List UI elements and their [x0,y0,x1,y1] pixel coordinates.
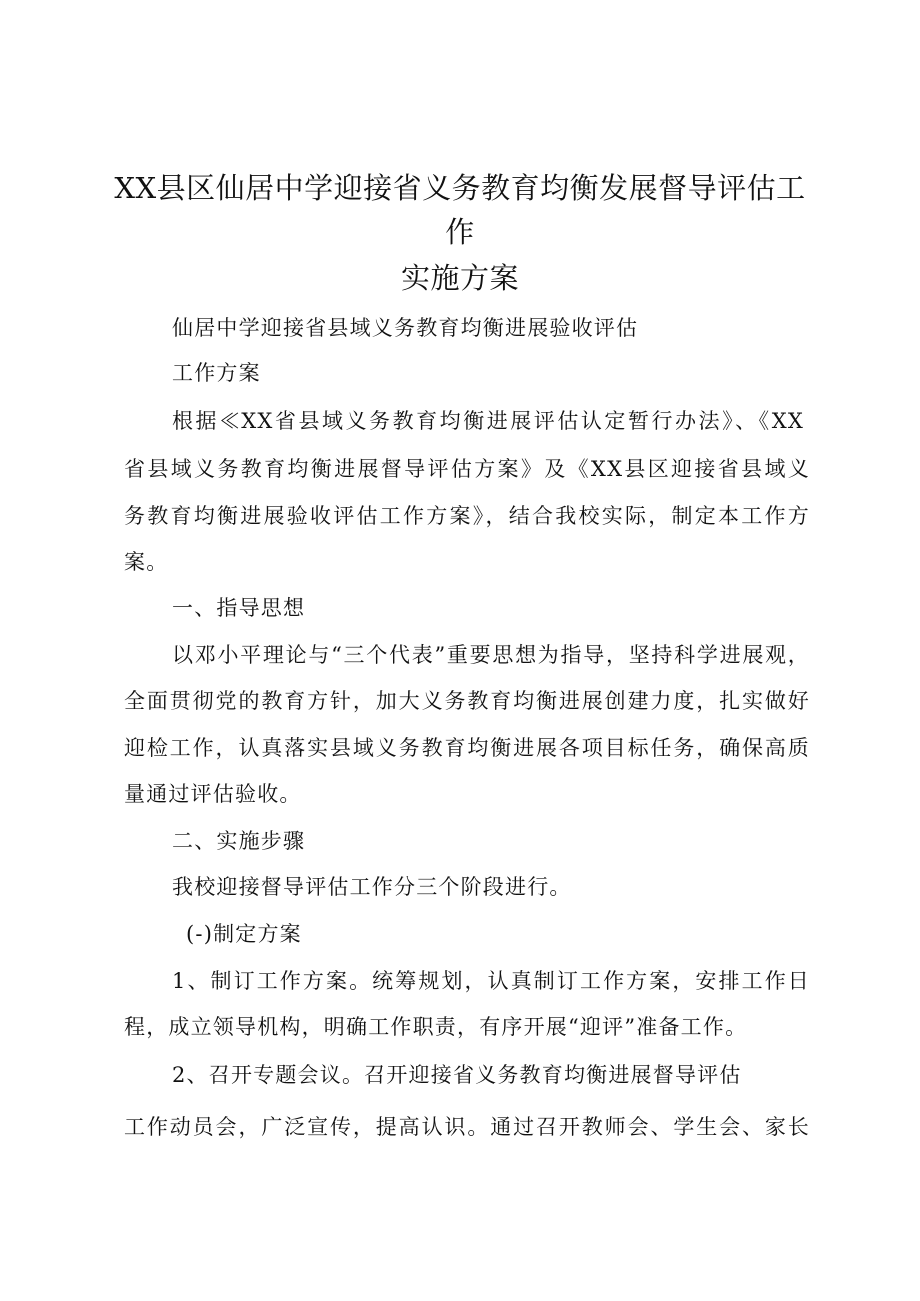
intro-line-2: 省县域义务教育均衡进展督导评估方案》及《XX县区迎接省县域义 [124,457,810,481]
subtitle-line-1: 仙居中学迎接省县域义务教育均衡进展验收评估 [172,316,639,340]
section-2-intro: 我校迎接督导评估工作分三个阶段进行。 [172,875,572,899]
section-1-heading: 一、指导思想 [172,596,306,620]
item-2-line-2: 工作动员会，广泛宣传，提高认识。通过召开教师会、学生会、家长 [124,1115,810,1139]
document-title-line-1: XX县区仙居中学迎接省义务教育均衡发展督导评估工 [114,171,806,205]
section-1-line-1: 以邓小平理论与“三个代表”重要思想为指导，坚持科学进展观， [172,643,810,667]
item-1-line-2: 程，成立领导机构，明确工作职责，有序开展“迎评”准备工作。 [124,1015,748,1039]
section-2-subheading-1: (-)制定方案 [186,922,302,946]
section-1-line-4: 量通过评估验收。 [124,782,302,806]
document-title-line-2: 作 [445,215,475,249]
section-1-line-2: 全面贯彻党的教育方针，加大义务教育均衡进展创建力度，扎实做好 [124,689,810,713]
intro-line-4: 案。 [124,550,169,574]
subtitle-line-2: 工作方案 [172,361,261,385]
intro-line-3: 务教育均衡进展验收评估工作方案》，结合我校实际，制定本工作方 [124,504,810,528]
intro-line-1: 根据≪XX省县域义务教育均衡进展评估认定暂行办法》、《XX [172,409,804,433]
item-2-line-1: 2、召开专题会议。召开迎接省义务教育均衡进展督导评估 [172,1063,742,1087]
section-2-heading: 二、实施步骤 [172,829,306,853]
document-title-line-3: 实施方案 [400,261,519,295]
item-1-line-1: 1、制订工作方案。统筹规划，认真制订工作方案，安排工作日 [172,969,810,993]
section-1-line-3: 迎检工作，认真落实县域义务教育均衡进展各项目标任务，确保高质 [124,736,810,760]
